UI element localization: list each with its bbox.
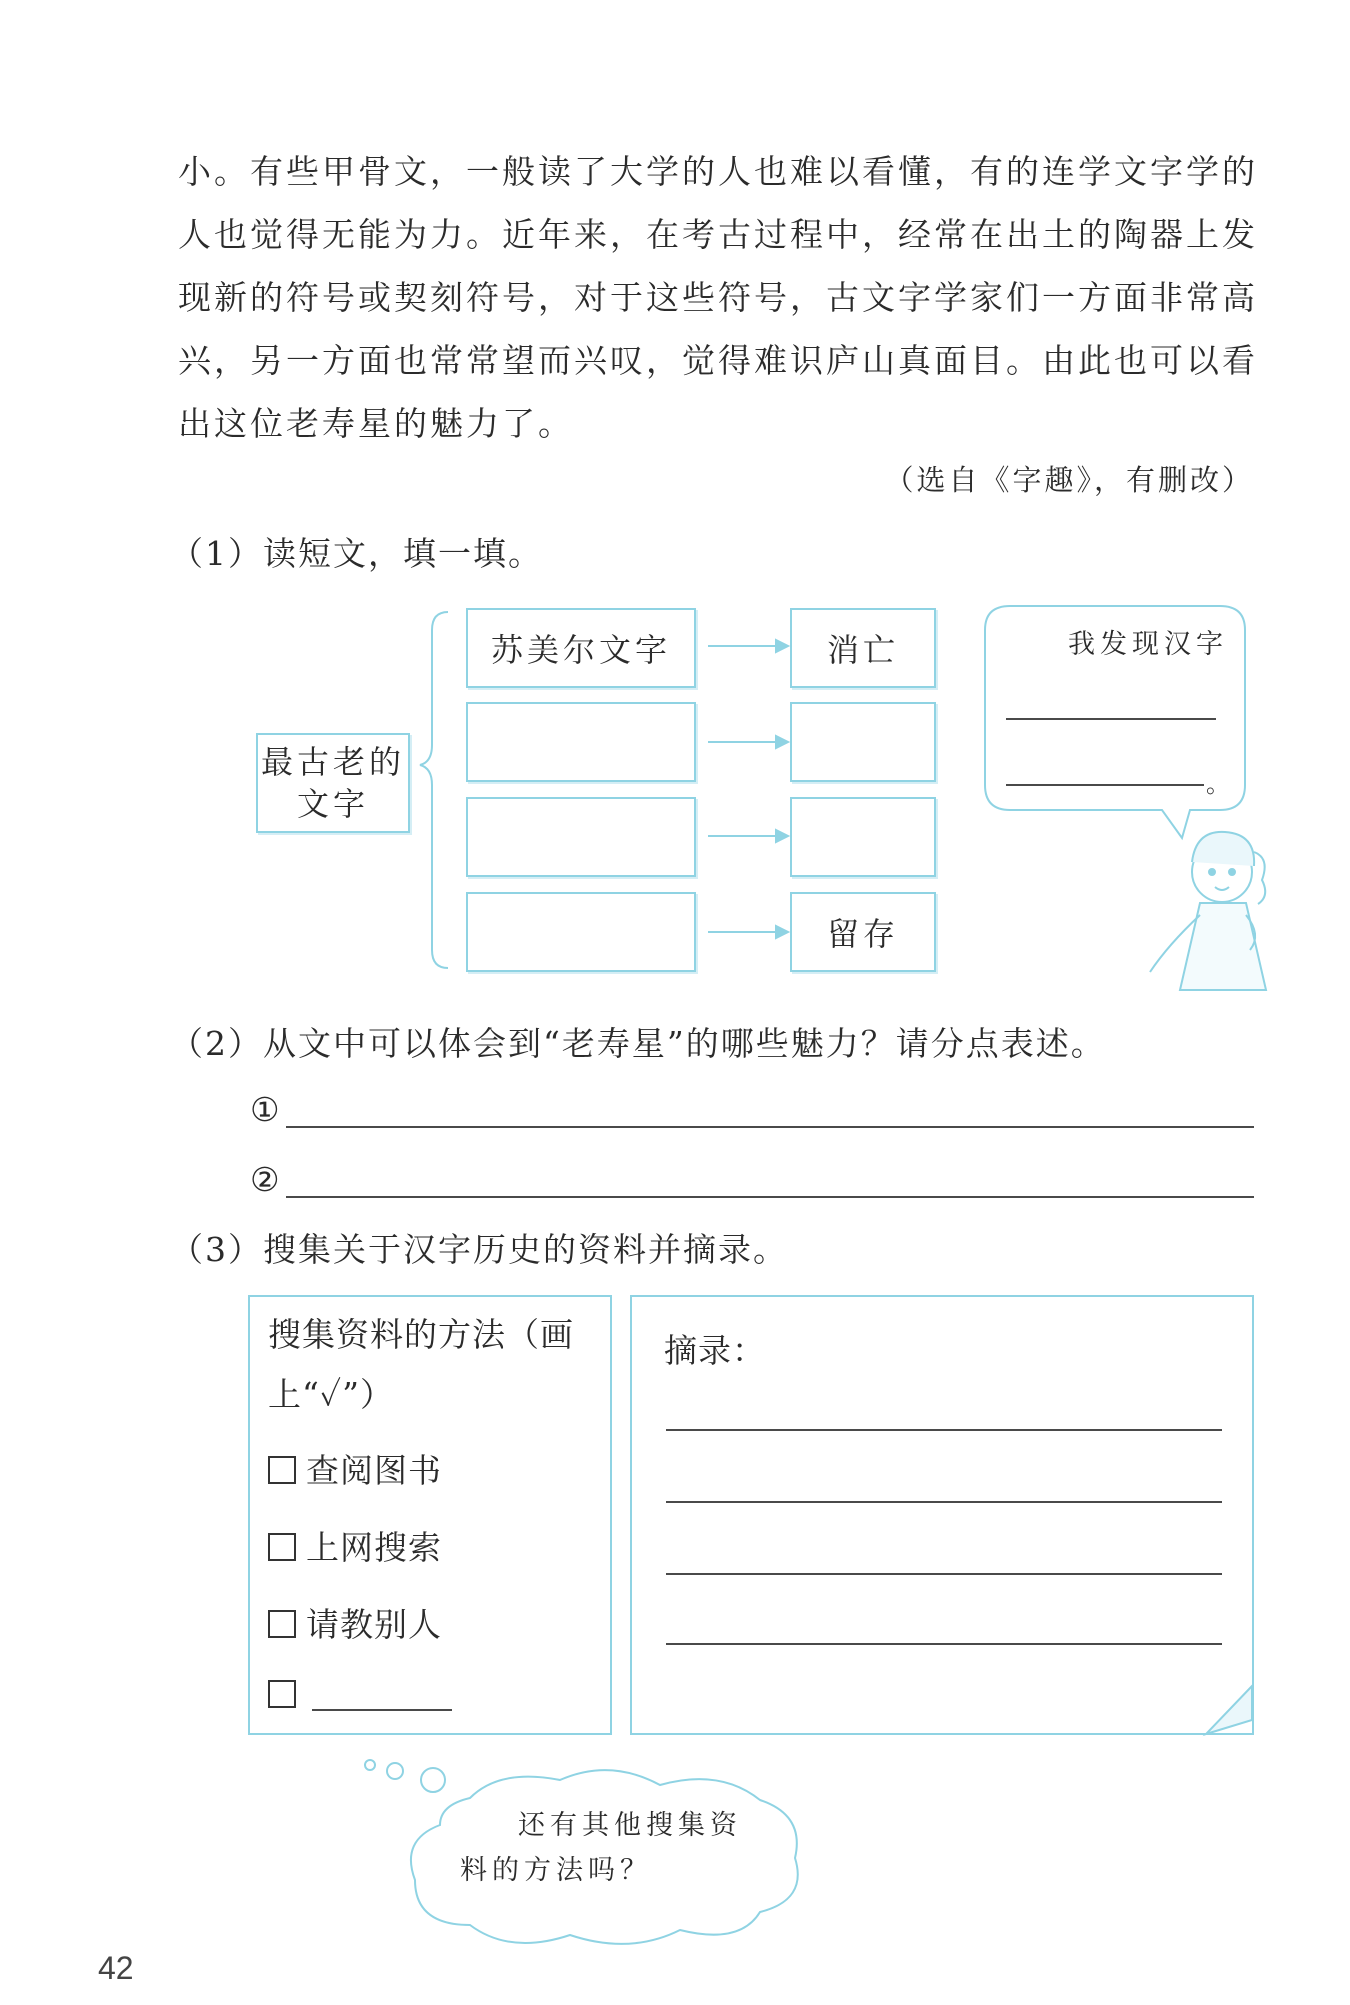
girl-illustration bbox=[1150, 832, 1266, 990]
q2-answer-line-1[interactable] bbox=[286, 1126, 1254, 1128]
cloud-text-line1: 还有其他搜集资 bbox=[518, 1810, 742, 1841]
excerpt-line-3[interactable] bbox=[666, 1573, 1222, 1575]
passage-line: 小。有些甲骨文，一般读了大学的人也难以看懂，有的连学文字学的 bbox=[178, 152, 1258, 191]
excerpt-box bbox=[630, 1295, 1254, 1735]
passage-line: 兴，另一方面也常常望而兴叹，觉得难识庐山真面目。由此也可以看 bbox=[178, 341, 1258, 380]
q3-prompt: （3）搜集关于汉字历史的资料并摘录。 bbox=[170, 1230, 788, 1269]
excerpt-line-1[interactable] bbox=[666, 1429, 1222, 1431]
method-option-online[interactable] bbox=[268, 1522, 442, 1569]
root-label-box bbox=[256, 733, 410, 833]
q2-prompt: （2）从文中可以体会到“老寿星”的哪些魅力？请分点表述。 bbox=[170, 1024, 1106, 1063]
method-option-ask[interactable] bbox=[268, 1599, 442, 1646]
speech-bubble-text: 我发现汉字 bbox=[1068, 629, 1228, 660]
root-label-line1: 最古老的 bbox=[260, 743, 405, 781]
methods-title-line1: 搜集资料的方法（画 bbox=[268, 1315, 574, 1354]
right-box-2-blank[interactable] bbox=[790, 702, 936, 782]
left-box-4-blank[interactable] bbox=[466, 892, 696, 972]
q2-item-marker-1: ① bbox=[250, 1090, 282, 1129]
right-box-4: 留存 bbox=[790, 892, 936, 972]
method-other-blank-line[interactable] bbox=[312, 1709, 452, 1711]
passage-line: 出这位老寿星的魅力了。 bbox=[178, 404, 574, 443]
left-box-1: 苏美尔文字 bbox=[466, 608, 696, 688]
right-box-1: 消亡 bbox=[790, 608, 936, 688]
checkbox[interactable] bbox=[268, 1610, 296, 1638]
passage-line: 现新的符号或契刻符号，对于这些符号，古文字学家们一方面非常高 bbox=[178, 278, 1258, 317]
methods-title-line2: 上“✓”） bbox=[268, 1375, 395, 1414]
speech-blank-line-1[interactable] bbox=[1006, 718, 1216, 720]
right-box-3-blank[interactable] bbox=[790, 797, 936, 877]
method-label: 查阅图书 bbox=[306, 1451, 442, 1490]
method-option-other[interactable] bbox=[268, 1675, 306, 1714]
method-label: 上网搜索 bbox=[306, 1528, 442, 1567]
source-citation: （选自《字趣》，有删改） bbox=[884, 463, 1254, 497]
excerpt-label: 摘录： bbox=[664, 1331, 766, 1370]
left-box-3-blank[interactable] bbox=[466, 797, 696, 877]
checkbox[interactable] bbox=[268, 1533, 296, 1561]
q1-prompt: （1）读短文，填一填。 bbox=[170, 534, 543, 573]
checkbox[interactable] bbox=[268, 1456, 296, 1484]
excerpt-line-4[interactable] bbox=[666, 1643, 1222, 1645]
cloud-text-line2: 料的方法吗？ bbox=[460, 1855, 652, 1886]
excerpt-line-2[interactable] bbox=[666, 1501, 1222, 1503]
speech-blank-line-2[interactable] bbox=[1006, 784, 1204, 786]
speech-period: 。 bbox=[1206, 770, 1230, 798]
root-label-line2: 文字 bbox=[296, 785, 369, 823]
q2-item-marker-2: ② bbox=[250, 1160, 282, 1199]
left-box-2-blank[interactable] bbox=[466, 702, 696, 782]
passage-line: 人也觉得无能为力。近年来，在考古过程中，经常在出土的陶器上发 bbox=[178, 215, 1258, 254]
q2-answer-line-2[interactable] bbox=[286, 1196, 1254, 1198]
checkbox[interactable] bbox=[268, 1680, 296, 1708]
method-option-books[interactable] bbox=[268, 1445, 442, 1492]
methods-box bbox=[248, 1295, 612, 1735]
method-label: 请教别人 bbox=[306, 1605, 442, 1644]
page-number: 42 bbox=[98, 1950, 134, 1986]
